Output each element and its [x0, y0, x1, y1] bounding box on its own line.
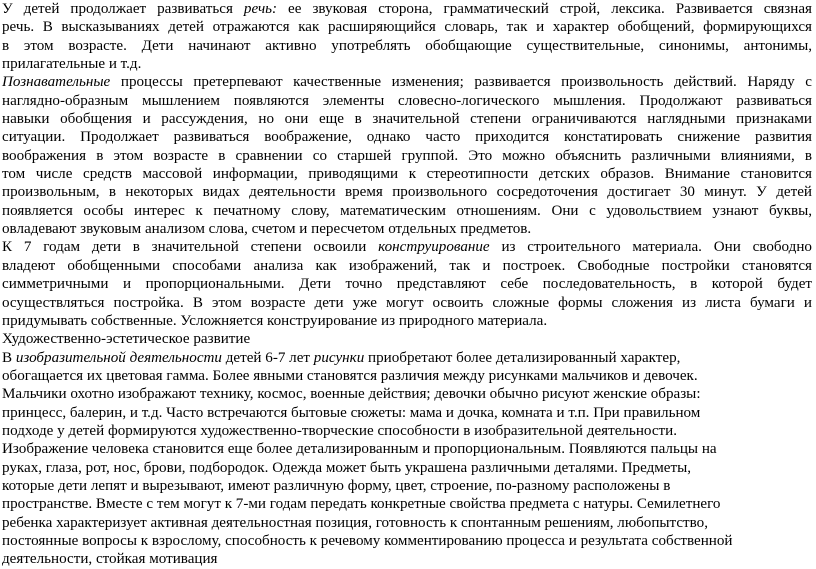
text-run: Изображение человека становится еще более детализированным и пропорциональным. Появляются пальцы на [2, 441, 717, 458]
text-run: В [2, 349, 16, 366]
text-line [2, 312, 812, 330]
text-line [2, 220, 812, 238]
text-run: ее звуковая сторона, грамматический строй, лексика. Развивается связная [277, 1, 812, 17]
text-line [2, 532, 812, 550]
text-run: Художественно-эстетическое развитие [2, 331, 251, 348]
text-line [2, 183, 812, 201]
text-line [2, 422, 812, 440]
text-run: прилагательные и т.д. [2, 56, 142, 73]
text-line [2, 238, 812, 256]
text-run: осуществляться постройка. В этом возрасте дети уже могут освоить сложные формы сложения из листа бумаги и [2, 294, 812, 311]
text-line [2, 385, 812, 403]
text-line [2, 110, 812, 128]
text-line [2, 294, 812, 312]
italic-term: Познавательные [2, 74, 111, 91]
text-line [2, 92, 812, 110]
text-line [2, 55, 812, 73]
text-run: речь. В высказываниях детей отражаются как расширяющийся словарь, так и характер обобщений, формирующихся [2, 19, 812, 36]
text-run: симметричными и пропорциональными. Дети точно представляют себе последовательность, в которой будет [2, 276, 812, 293]
text-line [2, 349, 812, 367]
text-run: обогащается их цветовая гамма. Более явными становятся различия между рисунками мальчиков и девочек. [2, 367, 698, 384]
text-run: У детей продолжает развиваться [2, 1, 244, 17]
text-run: ситуации. Продолжает развиваться воображение, однако часто приходится констатировать снижение развития [2, 129, 812, 146]
text-run: пространстве. Вместе с тем могут к 7-ми годам передать конкретные свойства предмета с натуры. Семилетнего [2, 496, 721, 513]
text-run: появляется особы интерес к печатному слову, математическим отношениям. Они с удовольствием узнают буквы, [2, 202, 812, 219]
document-page [2, 0, 812, 568]
text-run: в этом возрасте. Дети начинают активно употреблять обобщающие существительные, синонимы, антонимы, [2, 37, 812, 54]
text-line [2, 514, 812, 532]
text-line [2, 459, 812, 477]
text-line [2, 18, 812, 36]
text-run: процессы претерпевают качественные изменения; развивается произвольность действий. Наряду с [110, 74, 812, 91]
text-run: овладевают звуковым анализом слова, счетом и пересчетом отдельных предметов. [2, 221, 532, 238]
text-run: произвольным, в некоторых видах деятельности время произвольного сосредоточения достигает 30 минут. У детей [2, 184, 812, 201]
text-line [2, 275, 812, 293]
italic-term: изобразительной деятельности [15, 349, 222, 366]
text-run: деятельности, стойкая мотивация [2, 551, 218, 568]
text-run: том числе средств массовой информации, приводящими к стереотипности детских образов. Внимание становится [2, 166, 812, 183]
text-line [2, 404, 812, 422]
text-run: подходе у детей формируются художественно-творческие способности в изобразительной деятельности. [2, 422, 677, 439]
text-run: ребенка характеризует активная деятельностная позиция, готовность к спонтанным решениям, любопытство, [2, 514, 708, 531]
text-run: принцесс, балерин, и т.д. Часто встречаются бытовые сюжеты: мама и дочка, комната и т.п. При правильном [2, 404, 701, 421]
text-line [2, 550, 812, 568]
text-run: приобретают более детализированный характер, [364, 349, 681, 366]
text-run: детей 6-7 лет [221, 349, 314, 366]
text-line [2, 165, 812, 183]
text-line [2, 495, 812, 513]
text-run: наглядно-образным мышлением появляются элементы словесно-логического мышления. Продолжают развиваться [2, 92, 812, 109]
text-run: Мальчики охотно изображают технику, космос, военные действия; девочки обычно рисуют женские образы: [2, 386, 701, 403]
text-line [2, 440, 812, 458]
text-run: руках, глаза, рот, нос, брови, подбородок. Одежда может быть украшена различными деталями. Предметы, [2, 459, 692, 476]
text-line [2, 37, 812, 55]
text-line [2, 367, 812, 385]
italic-term: речь: [243, 1, 278, 17]
text-run: придумывать собственные. Усложняется конструирование из природного материала. [2, 312, 548, 329]
text-line [2, 330, 812, 348]
text-line [2, 73, 812, 91]
text-run: навыки обобщения и рассуждения, но они еще в значительной степени ограничиваются наглядными признаками [2, 111, 812, 128]
text-run: которые дети лепят и вырезывают, имеют различную форму, цвет, строение, по-разному расположены в [2, 477, 671, 494]
text-line [2, 202, 812, 220]
text-line [2, 0, 812, 18]
italic-term: конструирование [378, 239, 490, 256]
text-line [2, 257, 812, 275]
text-run: владеют обобщенными способами анализа как изображений, так и построек. Свободные постройки становятся [2, 257, 812, 274]
text-run: из строительного материала. Они свободно [489, 239, 812, 256]
text-line [2, 128, 812, 146]
text-run: постоянные вопросы к взрослому, способность к речевому комментированию процесса и результата собственной [2, 532, 733, 549]
text-line [2, 147, 812, 165]
italic-term: рисунки [313, 349, 365, 366]
text-line [2, 477, 812, 495]
text-run: К 7 годам дети в значительной степени освоили [2, 239, 379, 256]
text-run: воображения в этом возрасте в сравнении со старшей группой. Это можно объяснить различными влияниями, в [2, 147, 812, 164]
